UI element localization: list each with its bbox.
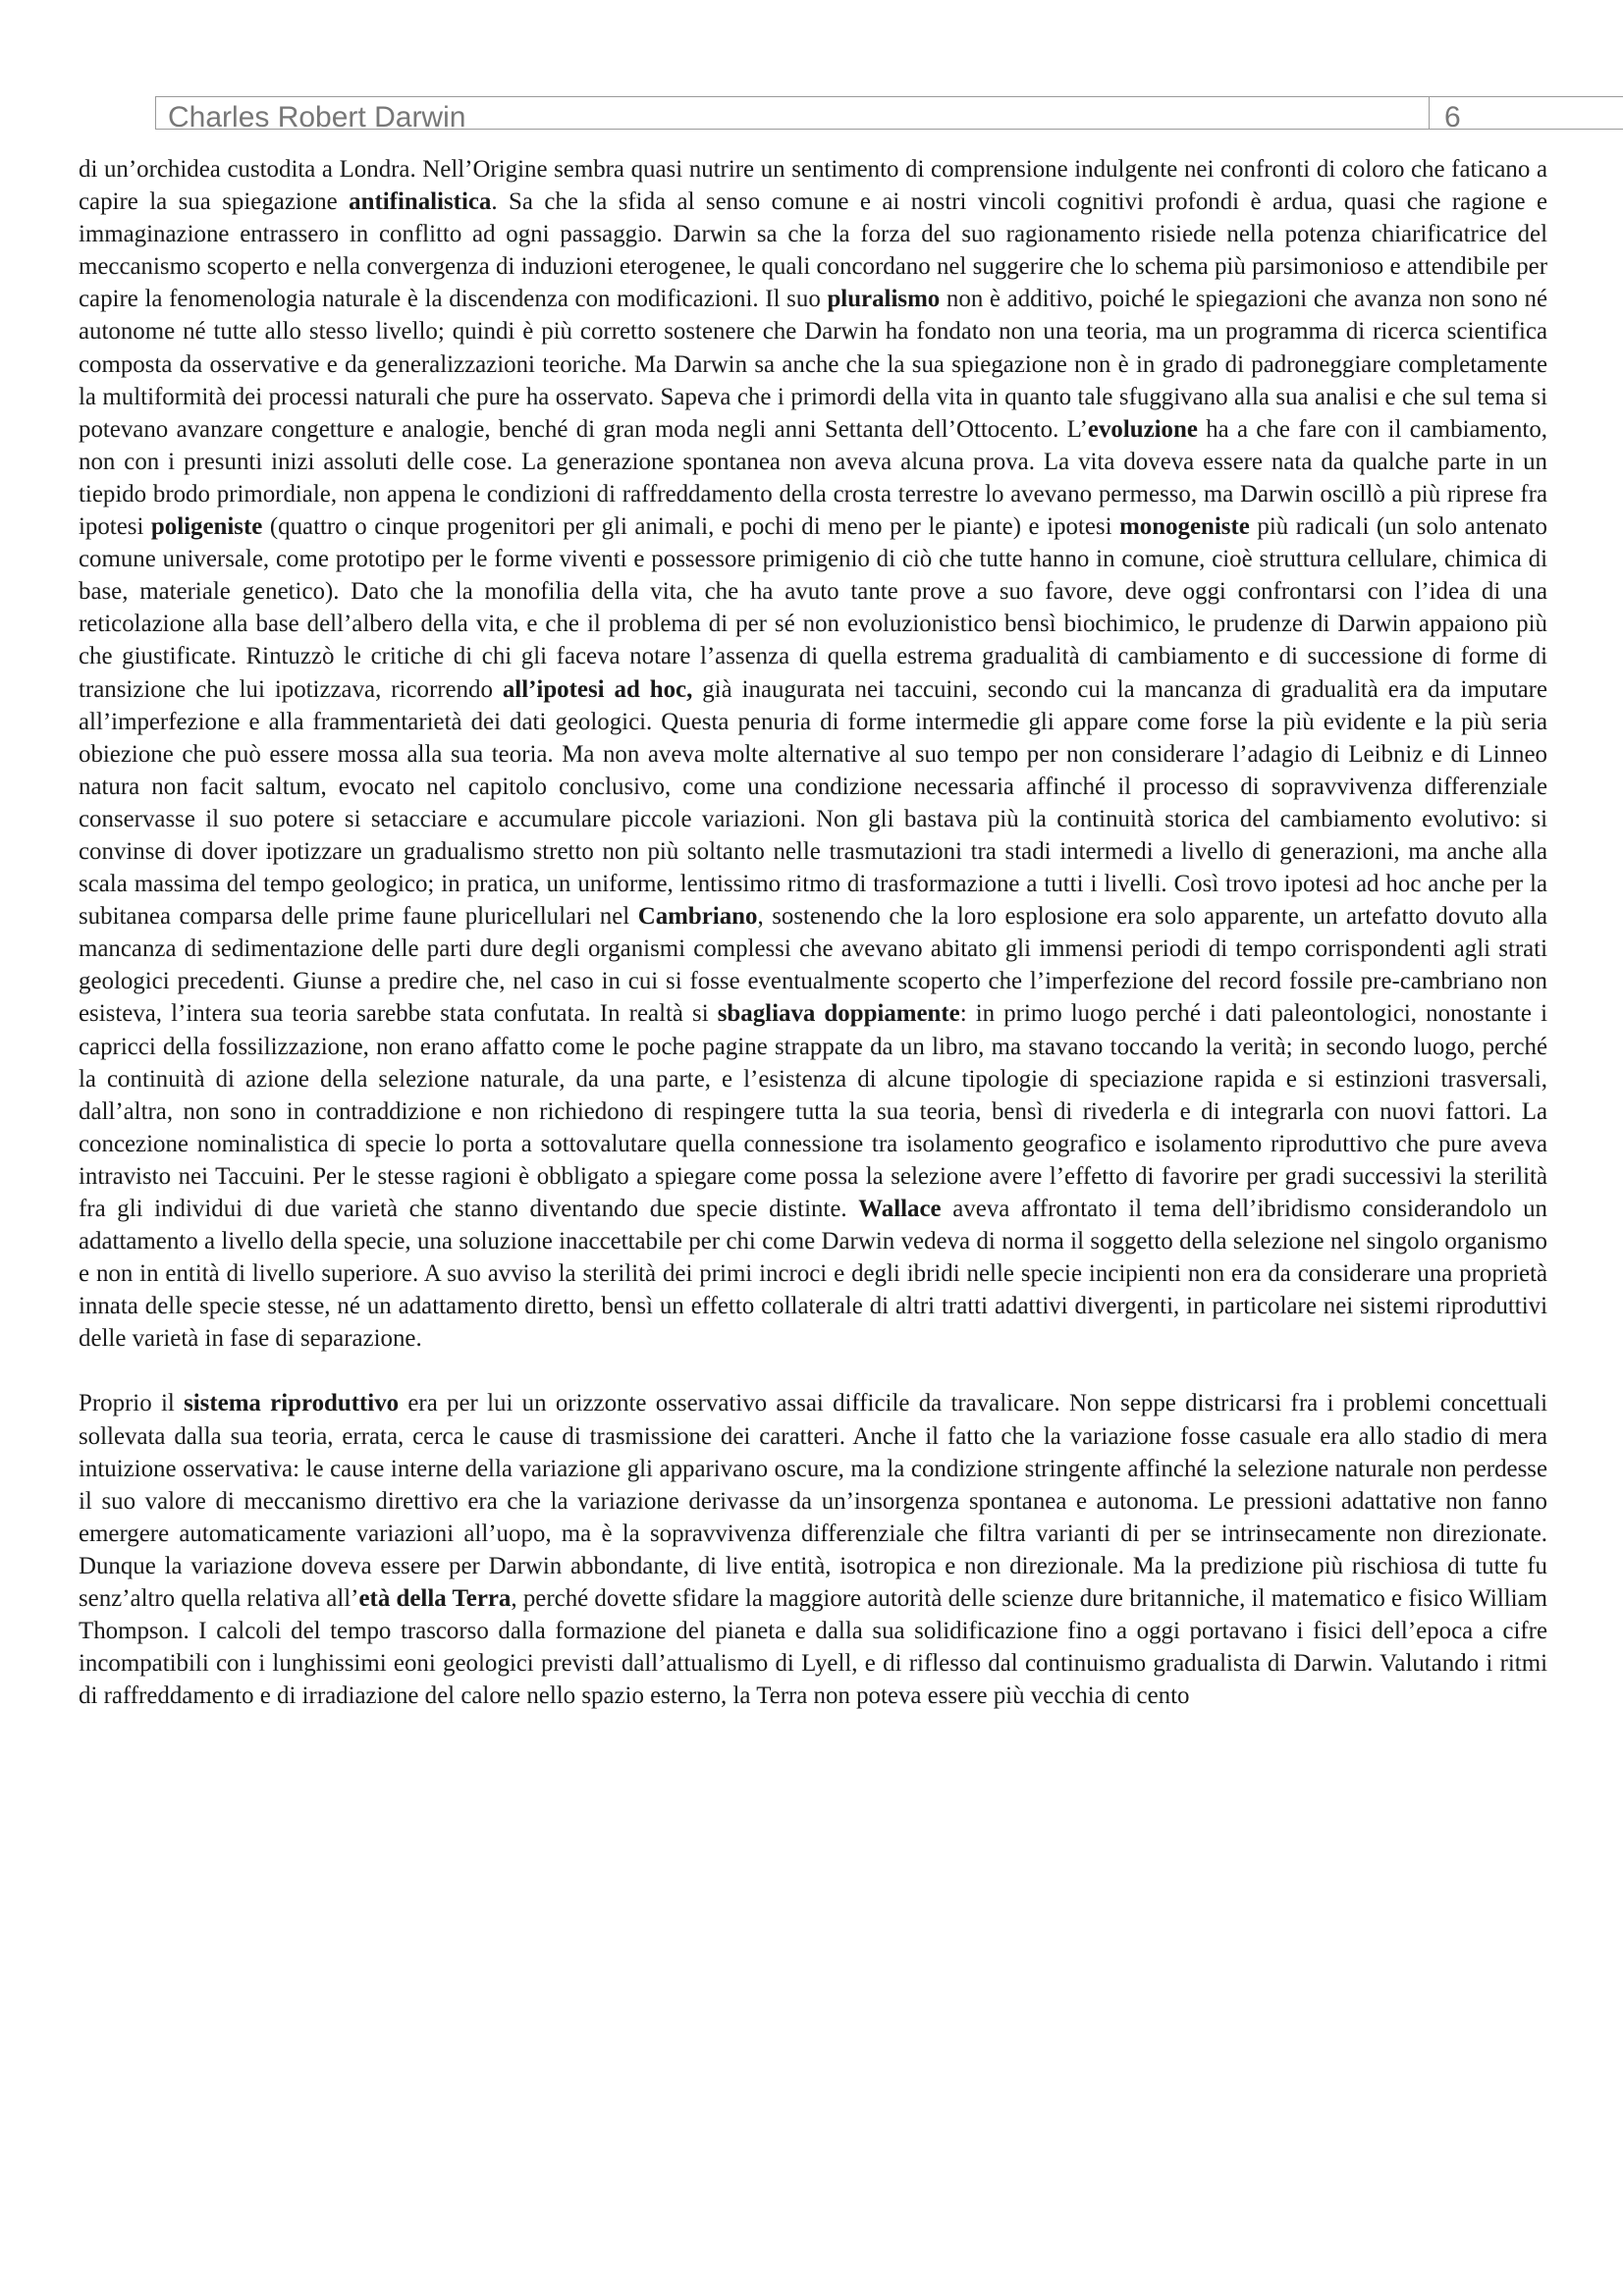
bold-term: Cambriano <box>637 903 758 931</box>
text-run: già inaugurata nei taccuini, secondo cui la mancanza di gradualità era da imputare all’imperfezione e alla frammentarietà dei dati geologici. Questa penuria di forme intermedie gli appare come forse la più evidente e la più seria obiezione che può essere mossa alla sua teoria. Ma non aveva molte alternative al suo tempo per non considerare l’adagio di Leibniz e di Linneo natura non facit saltum, evocato nel capitolo conclusivo, come una condizione necessaria affinché il processo di sopravvivenza differenziale conservasse il suo potere si setacciare e accumulare piccole variazioni. Non gli bastava più la continuità storica del cambiamento evolutivo: si convinse di dover ipotizzare un gradualismo stretto non più soltanto nelle trasmutazioni tra stadi intermedi a livello di generazioni, ma anche alla scala massima del tempo geologico; in pratica, un uniforme, lentissimo ritmo di trasformazione a tutti i livelli. Così trovo ipotesi ad hoc anche per la subitanea comparsa delle prime faune pluricellulari nel <box>79 675 1547 931</box>
text-run: era per lui un orizzonte osservativo assai difficile da travalicare. Non seppe districarsi fra i problemi concettuali sollevata dalla sua teoria, errata, cerca le cause di trasmissione dei caratteri. Anche il fatto che la variazione fosse casuale era allo stadio di mera intuizione osservativa: le cause interne della variazione gli apparivano oscure, ma la condizione stringente affinché la selezione naturale non perdesse il suo valore di meccanismo direttivo era che la variazione derivasse da un’insorgenza spontanea e autonoma. Le pressioni adattative non fanno emergere automaticamente variazioni all’uopo, ma è la sopravvivenza differenziale che filtra varianti di per se intrinsecamente non direzionate. Dunque la variazione doveva essere per Darwin abbondante, di live entità, isotropica e non direzionale. Ma la predizione più rischiosa di tutte fu senz’altro quella relativa all’ <box>79 1390 1547 1613</box>
text-run: non è additivo, poiché le spiegazioni che avanza non sono né autonome né tutte allo stesso livello; quindi è più corretto sostenere che Darwin ha fondato non una teoria, ma un programma di ricerca scientifica composta da osservative e da generalizzazioni teoriche. Ma Darwin sa anche che la sua spiegazione non è in grado di padroneggiare completamente la multiformità dei processi naturali che pure ha osservato. Sapeva che i primordi della vita in quanto tale sfuggivano alla sua analisi e che sul tema si potevano avanzare congetture e analogie, benché di gran moda negli anni Settanta dell’Ottocento. L’ <box>79 286 1547 443</box>
bold-term: monogeniste <box>1119 513 1250 541</box>
body-text <box>79 153 1547 1712</box>
text-run: Proprio il <box>79 1390 185 1417</box>
paragraph-1 <box>79 153 1547 1355</box>
bold-term: antifinalistica <box>349 188 492 216</box>
text-run: : in primo luogo perché i dati paleontologici, nonostante i capricci della fossilizzazione, non erano affatto come le poche pagine strappate da un libro, ma stavano toccando la verità; in secondo luogo, perché la continuità di azione della selezione naturale, da una parte, e l’esistenza di alcune tipologie di speciazione rapida e si estinzioni trasversali, dall’altra, non sono in contraddizione e non richiedono di respingere tutta la sua teoria, bensì di rivederla e di integrarla con nuovi fattori. La concezione nominalistica di specie lo porta a sottovalutare quella connessione tra isolamento geografico e isolamento riproduttivo che pure aveva intravisto nei Taccuini. Per le stesse ragioni è obbligato a spiegare come possa la selezione avere l’effetto di favorire per gradi successivi la sterilità fra gli individui di due varietà che stanno diventando due specie distinte. <box>79 1000 1547 1222</box>
bold-term: evoluzione <box>1087 415 1198 443</box>
text-run: (quattro o cinque progenitori per gli animali, e pochi di meno per le piante) e ipotesi <box>262 513 1120 541</box>
text-run: , perché dovette sfidare la maggiore autorità delle scienze dure britanniche, il matematico e fisico William Thompson. I calcoli del tempo trascorso dalla formazione del pianeta e dalla sua solidificazione fino a oggi portavano i fisici dell’epoca a cifre incompatibili con i lunghissimi eoni geologici previsti dall’attualismo di Lyell, e di riflesso dal continuismo gradualista di Darwin. Valutando i ritmi di raffreddamento e di irradiazione del calore nello spazio esterno, la Terra non poteva essere più vecchia di cento <box>79 1585 1548 1710</box>
bold-term: Wallace <box>858 1196 942 1222</box>
text-run: . Sa che la sfida al senso comune e ai nostri vincoli cognitivi profondi è ardua, quasi che ragione e immaginazione entrassero in conflitto ad ogni passaggio. Darwin sa che la forza del suo ragionamento risiede nella potenza chiarificatrice del meccanismo scoperto e nella convergenza di induzioni eterogenee, le quali concordano nel suggerire che lo schema più parsimonioso e attendibile per capire la fenomenologia naturale è la discendenza con modificazioni. Il suo <box>79 188 1547 313</box>
text-run: di un’orchidea custodita a Londra. Nell’Origine sembra quasi nutrire un sentimento di comprensione indulgente nei confronti di coloro che faticano a capire la sua spiegazione <box>79 156 1547 216</box>
bold-term: all’ipotesi ad hoc, <box>502 675 693 703</box>
text-run: più radicali (un solo antenato comune universale, come prototipo per le forme viventi e possessore primigenio di ciò che tutte hanno in comune, cioè struttura cellulare, chimica di base, materiale genetico). Dato che la monofilia della vita, che ha avuto tante prove a suo favore, deve oggi confrontarsi con l’idea di una reticolazione alla base dell’albero della vita, e che il problema di per sé non evoluzionistico bensì biochimico, le prudenze di Darwin appaiono più che giustificate. Rintuzzò le critiche di chi gli faceva notare l’assenza di quella estrema gradualità di cambiamento e di successione di forme di transizione che lui ipotizzava, ricorrendo <box>79 513 1547 703</box>
header-title: Charles Robert Darwin <box>168 101 466 130</box>
text-run: aveva affrontato il tema dell’ibridismo considerandolo un adattamento a livello della specie, una soluzione inaccettabile per chi come Darwin vedeva di norma il soggetto della selezione nel singolo organismo e non in entità di livello superiore. A suo avviso la sterilità dei primi incroci e degli ibridi nelle specie incipienti non era da considerare una proprietà innata delle specie stesse, né un adattamento diretto, bensì un effetto collaterale di altri tratti adattivi divergenti, in particolare nei sistemi riproduttivi delle varietà in fase di separazione. <box>79 1196 1548 1353</box>
page-number: 6 <box>1444 101 1461 130</box>
bold-term: poligeniste <box>150 513 263 541</box>
running-header <box>155 96 1623 130</box>
bold-term: pluralismo <box>827 286 941 313</box>
header-divider <box>1429 97 1430 129</box>
bold-term: sbagliava doppiamente <box>717 1000 960 1028</box>
bold-term: età della Terra <box>358 1585 512 1613</box>
text-run: ha a che fare con il cambiamento, non con i presunti inizi assoluti delle cose. La generazione spontanea non aveva alcuna prova. La vita doveva essere nata da qualche parte in un tiepido brodo primordiale, non appena le condizioni di raffreddamento della crosta terrestre lo avevano permesso, ma Darwin oscillò a più riprese fra ipotesi <box>79 415 1547 541</box>
paragraph-2 <box>79 1387 1547 1712</box>
bold-term: sistema riproduttivo <box>184 1390 400 1417</box>
text-run: , sostenendo che la loro esplosione era solo apparente, un artefatto dovuto alla mancanza di sedimentazione delle parti dure degli organismi complessi che avevano abitato gli immensi periodi di tempo corrispondenti agli strati geologici precedenti. Giunse a predire che, nel caso in cui si fosse eventualmente scoperto che l’imperfezione del record fossile pre-cambriano non esisteva, l’intera sua teoria sarebbe stata confutata. In realtà si <box>79 903 1547 1028</box>
